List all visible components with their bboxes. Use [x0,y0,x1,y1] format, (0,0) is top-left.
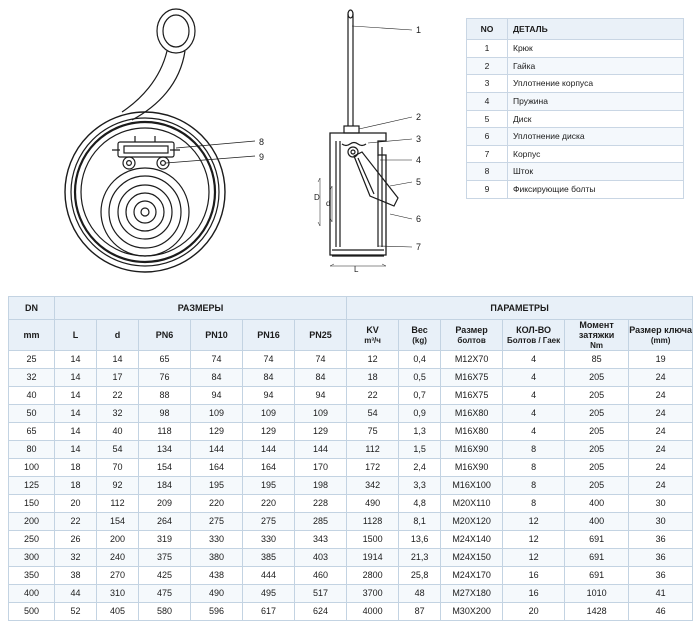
spec-cell-d: 154 [97,513,139,531]
spec-cell-weight: 2,4 [399,459,441,477]
spec-col-header-bolt_count [503,320,565,351]
spec-col-header-kv [347,320,399,351]
table-row [9,477,693,495]
spec-col-header-label: Размер [455,325,488,336]
drawings-area [0,0,700,280]
spec-cell-wrench: 24 [629,441,693,459]
spec-cell-pn10: 164 [191,459,243,477]
spec-cell-kv: 2800 [347,567,399,585]
spec-col-header-weight [399,320,441,351]
spec-cell-wrench: 30 [629,513,693,531]
spec-cell-pn25: 170 [295,459,347,477]
spec-col-header-label: PN6 [155,329,174,340]
legend-cell-part: Корпус [508,145,684,163]
spec-cell-weight: 0,5 [399,369,441,387]
spec-col-header-pn16 [243,320,295,351]
spec-col-header-d [97,320,139,351]
spec-cell-pn25: 74 [295,351,347,369]
legend-header-no: NO [467,19,508,40]
spec-cell-bolt_size: M20X120 [441,513,503,531]
spec-cell-pn25: 624 [295,603,347,621]
spec-cell-pn6: 475 [139,585,191,603]
spec-cell-torque: 85 [565,351,629,369]
legend-cell-part: Фиксирующие болты [508,181,684,199]
spec-cell-torque: 205 [565,405,629,423]
legend-cell-no: 7 [467,145,508,163]
section-view-drawing [290,0,465,280]
spec-col-header-label: L [72,329,79,340]
spec-cell-pn25: 144 [295,441,347,459]
spec-cell-pn16: 330 [243,531,295,549]
spec-cell-weight: 0,7 [399,387,441,405]
spec-cell-pn10: 94 [191,387,243,405]
table-row [9,513,693,531]
spec-cell-weight: 13,6 [399,531,441,549]
spec-cell-dn: 100 [9,459,55,477]
spec-cell-kv: 1914 [347,549,399,567]
spec-cell-l: 20 [55,495,97,513]
spec-cell-pn6: 184 [139,477,191,495]
spec-cell-d: 310 [97,585,139,603]
legend-row [467,163,684,181]
spec-cell-torque: 205 [565,387,629,405]
spec-cell-l: 14 [55,369,97,387]
spec-table-wrap [8,296,692,621]
spec-cell-wrench: 41 [629,585,693,603]
spec-cell-dn: 300 [9,549,55,567]
spec-cell-pn6: 88 [139,387,191,405]
spec-cell-torque: 691 [565,531,629,549]
spec-cell-pn25: 343 [295,531,347,549]
spec-cell-pn10: 195 [191,477,243,495]
spec-cell-pn10: 109 [191,405,243,423]
spec-cell-kv: 12 [347,351,399,369]
spec-cell-l: 26 [55,531,97,549]
spec-cell-kv: 54 [347,405,399,423]
spec-cell-pn16: 220 [243,495,295,513]
callout-6-label: 6 [416,214,422,224]
spec-cell-torque: 205 [565,459,629,477]
spec-cell-torque: 1428 [565,603,629,621]
spec-table-body [9,351,693,621]
spec-cell-torque: 400 [565,513,629,531]
spec-cell-torque: 400 [565,495,629,513]
legend-cell-no: 4 [467,92,508,110]
table-row [9,495,693,513]
spec-cell-bolt_size: M24X170 [441,567,503,585]
spec-col-header-sub: (kg) [412,335,427,345]
spec-cell-kv: 4000 [347,603,399,621]
spec-cell-bolt_size: M24X140 [441,531,503,549]
spec-cell-pn25: 109 [295,405,347,423]
spec-cell-pn10: 380 [191,549,243,567]
spec-cell-pn16: 275 [243,513,295,531]
spec-col-header-sub: m³/ч [364,335,381,345]
table-row [9,585,693,603]
spec-col-header-l [55,320,97,351]
legend-header-row [467,19,684,40]
table-row [9,549,693,567]
legend-cell-part: Шток [508,163,684,181]
legend-header-part: ДЕТАЛЬ [508,19,684,40]
spec-cell-dn: 25 [9,351,55,369]
table-row [9,567,693,585]
spec-cell-pn6: 154 [139,459,191,477]
spec-cell-dn: 125 [9,477,55,495]
legend-row [467,75,684,93]
spec-cell-dn: 32 [9,369,55,387]
spec-cell-bolt_size: M16X75 [441,387,503,405]
spec-cell-bolt_count: 20 [503,603,565,621]
spec-cell-bolt_size: M24X150 [441,549,503,567]
callout-5-label: 5 [416,177,422,187]
spec-col-header-pn10 [191,320,243,351]
spec-cell-bolt_count: 4 [503,351,565,369]
spec-cell-pn6: 76 [139,369,191,387]
spec-col-header-dn [9,320,55,351]
table-row [9,423,693,441]
spec-cell-pn16: 109 [243,405,295,423]
spec-cell-weight: 1,5 [399,441,441,459]
spec-cell-kv: 22 [347,387,399,405]
callout-9-label: 9 [259,152,265,162]
spec-cell-dn: 50 [9,405,55,423]
spec-cell-pn6: 375 [139,549,191,567]
front-view-drawing [0,0,290,280]
spec-cell-torque: 691 [565,567,629,585]
spec-cell-bolt_size: M16X80 [441,405,503,423]
spec-cell-dn: 80 [9,441,55,459]
spec-col-header-sub: (mm) [650,335,671,345]
spec-cell-l: 18 [55,459,97,477]
table-row [9,441,693,459]
spec-cell-pn6: 134 [139,441,191,459]
spec-cell-pn6: 98 [139,405,191,423]
spec-cell-wrench: 24 [629,477,693,495]
spec-col-header-label: КОЛ-ВО [516,325,551,336]
spec-cell-torque: 1010 [565,585,629,603]
group-header-sizes: РАЗМЕРЫ [55,297,347,320]
spec-cell-kv: 3700 [347,585,399,603]
spec-cell-pn25: 460 [295,567,347,585]
legend-cell-no: 6 [467,128,508,146]
spec-cell-pn10: 84 [191,369,243,387]
spec-cell-d: 17 [97,369,139,387]
spec-group-header-row [9,297,693,320]
legend-cell-no: 3 [467,75,508,93]
table-row [9,603,693,621]
spec-cell-bolt_size: M16X80 [441,423,503,441]
spec-cell-pn16: 164 [243,459,295,477]
spec-cell-dn: 350 [9,567,55,585]
legend-row [467,110,684,128]
spec-cell-kv: 1500 [347,531,399,549]
spec-cell-l: 14 [55,423,97,441]
spec-cell-d: 112 [97,495,139,513]
spec-col-header-label: PN25 [309,329,332,340]
spec-cell-pn10: 74 [191,351,243,369]
spec-cell-pn6: 425 [139,567,191,585]
legend-row [467,40,684,58]
spec-cell-weight: 0,9 [399,405,441,423]
spec-cell-bolt_count: 4 [503,423,565,441]
spec-cell-bolt_count: 8 [503,441,565,459]
spec-cell-d: 240 [97,549,139,567]
legend-body [467,40,684,199]
spec-cell-dn: 150 [9,495,55,513]
group-header-dn: DN [9,297,55,320]
spec-cell-bolt_count: 4 [503,405,565,423]
spec-col-header-label: d [114,329,121,340]
spec-cell-pn16: 617 [243,603,295,621]
spec-cell-bolt_size: M12X70 [441,351,503,369]
spec-cell-l: 14 [55,441,97,459]
spec-cell-pn10: 438 [191,567,243,585]
spec-cell-torque: 205 [565,441,629,459]
spec-cell-dn: 200 [9,513,55,531]
spec-cell-pn6: 209 [139,495,191,513]
legend-cell-part: Уплотнение диска [508,128,684,146]
spec-cell-bolt_count: 8 [503,495,565,513]
spec-cell-l: 14 [55,387,97,405]
spec-cell-pn6: 65 [139,351,191,369]
spec-cell-wrench: 19 [629,351,693,369]
spec-col-header-bolt_size [441,320,503,351]
spec-cell-d: 70 [97,459,139,477]
callout-2-label: 2 [416,112,422,122]
spec-cell-pn16: 144 [243,441,295,459]
spec-cell-d: 40 [97,423,139,441]
spec-cell-bolt_size: M16X90 [441,459,503,477]
spec-cell-pn25: 228 [295,495,347,513]
spec-cell-wrench: 30 [629,495,693,513]
legend-cell-part: Гайка [508,57,684,75]
spec-cell-bolt_size: M16X100 [441,477,503,495]
legend-row [467,57,684,75]
spec-cell-pn16: 129 [243,423,295,441]
spec-cell-bolt_size: M20X110 [441,495,503,513]
spec-cell-dn: 500 [9,603,55,621]
spec-cell-kv: 75 [347,423,399,441]
spec-cell-weight: 0,4 [399,351,441,369]
spec-cell-bolt_count: 12 [503,531,565,549]
legend-cell-part: Уплотнение корпуса [508,75,684,93]
spec-cell-bolt_size: M16X75 [441,369,503,387]
section-view-svg [290,0,465,280]
callout-7-label: 7 [416,242,422,252]
spec-cell-kv: 1128 [347,513,399,531]
spec-col-header-label: Вес [411,325,428,336]
spec-cell-bolt_size: M27X180 [441,585,503,603]
spec-cell-torque: 691 [565,549,629,567]
spec-cell-wrench: 24 [629,405,693,423]
spec-col-header-torque [565,320,629,351]
spec-col-header-label: PN16 [257,329,280,340]
spec-cell-pn6: 118 [139,423,191,441]
spec-cell-l: 52 [55,603,97,621]
front-view-svg [0,0,290,280]
spec-cell-weight: 21,3 [399,549,441,567]
spec-cell-wrench: 36 [629,531,693,549]
spec-cell-dn: 40 [9,387,55,405]
spec-cell-pn16: 94 [243,387,295,405]
spec-cell-bolt_count: 8 [503,477,565,495]
spec-cell-d: 200 [97,531,139,549]
spec-cell-d: 14 [97,351,139,369]
spec-cell-weight: 48 [399,585,441,603]
table-row [9,351,693,369]
legend-row [467,181,684,199]
spec-cell-bolt_size: M30X200 [441,603,503,621]
spec-cell-pn25: 94 [295,387,347,405]
spec-cell-bolt_count: 16 [503,567,565,585]
spec-cell-l: 18 [55,477,97,495]
callout-8-label: 8 [259,137,265,147]
spec-cell-weight: 87 [399,603,441,621]
spec-cell-pn25: 84 [295,369,347,387]
spec-cell-torque: 205 [565,477,629,495]
spec-cell-bolt_count: 4 [503,387,565,405]
table-row [9,531,693,549]
spec-cell-wrench: 24 [629,423,693,441]
callout-4-label: 4 [416,155,422,165]
callout-3-label: 3 [416,134,422,144]
table-row [9,405,693,423]
spec-col-header-wrench [629,320,693,351]
parts-legend-table [466,18,684,199]
spec-cell-pn6: 580 [139,603,191,621]
spec-cell-wrench: 24 [629,369,693,387]
spec-cell-pn10: 330 [191,531,243,549]
callout-1-label: 1 [416,25,422,35]
legend-cell-part: Диск [508,110,684,128]
spec-cell-pn25: 198 [295,477,347,495]
spec-cell-l: 22 [55,513,97,531]
legend-cell-part: Пружина [508,92,684,110]
legend-row [467,145,684,163]
spec-cell-pn10: 275 [191,513,243,531]
spec-cell-kv: 172 [347,459,399,477]
spec-cell-d: 32 [97,405,139,423]
spec-cell-torque: 205 [565,369,629,387]
spec-cell-pn10: 144 [191,441,243,459]
legend-cell-no: 2 [467,57,508,75]
legend-row [467,128,684,146]
spec-cell-l: 14 [55,351,97,369]
spec-cell-d: 92 [97,477,139,495]
spec-cell-weight: 25,8 [399,567,441,585]
spec-cell-pn6: 319 [139,531,191,549]
spec-cell-pn16: 195 [243,477,295,495]
spec-cell-pn25: 285 [295,513,347,531]
spec-cell-weight: 4,8 [399,495,441,513]
spec-cell-d: 22 [97,387,139,405]
spec-cell-dn: 65 [9,423,55,441]
spec-col-header-label: Момент затяжки [578,320,615,341]
spec-cell-pn16: 385 [243,549,295,567]
spec-col-header-pn25 [295,320,347,351]
legend-row [467,92,684,110]
legend-cell-part: Крюк [508,40,684,58]
spec-col-header-pn6 [139,320,191,351]
spec-cell-l: 44 [55,585,97,603]
spec-cell-wrench: 24 [629,387,693,405]
spec-cell-kv: 112 [347,441,399,459]
spec-col-header-sub: Болтов / Гаек [507,335,561,345]
spec-col-header-sub: Nm [590,340,604,350]
spec-col-header-label: KV [366,325,379,336]
spec-cell-weight: 8,1 [399,513,441,531]
spec-cell-bolt_count: 4 [503,369,565,387]
spec-cell-pn16: 495 [243,585,295,603]
spec-cell-kv: 342 [347,477,399,495]
spec-cell-pn10: 220 [191,495,243,513]
spec-cell-pn16: 444 [243,567,295,585]
dimension-D-label: D [314,193,320,202]
spec-cell-pn25: 403 [295,549,347,567]
spec-cell-l: 38 [55,567,97,585]
spec-cell-wrench: 24 [629,459,693,477]
spec-cell-dn: 250 [9,531,55,549]
spec-cell-torque: 205 [565,423,629,441]
spec-cell-pn6: 264 [139,513,191,531]
spec-cell-bolt_count: 8 [503,459,565,477]
spec-cell-wrench: 36 [629,549,693,567]
spec-cell-l: 14 [55,405,97,423]
spec-cell-wrench: 36 [629,567,693,585]
spec-cell-bolt_count: 12 [503,549,565,567]
spec-col-header-label: mm [23,329,40,340]
spec-col-header-label: PN10 [205,329,228,340]
spec-cell-wrench: 46 [629,603,693,621]
spec-cell-weight: 3,3 [399,477,441,495]
spec-cell-pn25: 517 [295,585,347,603]
spec-column-header-row [9,320,693,351]
spec-cell-dn: 400 [9,585,55,603]
legend-cell-no: 5 [467,110,508,128]
spec-cell-kv: 490 [347,495,399,513]
spec-cell-bolt_count: 16 [503,585,565,603]
spec-cell-pn16: 74 [243,351,295,369]
spec-cell-kv: 18 [347,369,399,387]
spec-cell-pn10: 129 [191,423,243,441]
spec-cell-l: 32 [55,549,97,567]
dimension-d-label: d [326,199,331,208]
spec-cell-d: 405 [97,603,139,621]
dimension-L-label: L [354,265,359,274]
table-row [9,369,693,387]
spec-cell-bolt_count: 12 [503,513,565,531]
spec-col-header-label: Размер ключа [629,325,693,336]
spec-cell-pn10: 490 [191,585,243,603]
spec-col-header-sub: болтов [457,335,486,345]
table-row [9,387,693,405]
table-row [9,459,693,477]
legend-cell-no: 1 [467,40,508,58]
spec-cell-pn16: 84 [243,369,295,387]
spec-cell-bolt_size: M16X90 [441,441,503,459]
group-header-params: ПАРАМЕТРЫ [347,297,693,320]
spec-table [8,296,693,621]
spec-cell-weight: 1,3 [399,423,441,441]
spec-cell-pn25: 129 [295,423,347,441]
spec-cell-pn10: 596 [191,603,243,621]
legend-cell-no: 8 [467,163,508,181]
legend-cell-no: 9 [467,181,508,199]
spec-cell-d: 54 [97,441,139,459]
spec-cell-d: 270 [97,567,139,585]
